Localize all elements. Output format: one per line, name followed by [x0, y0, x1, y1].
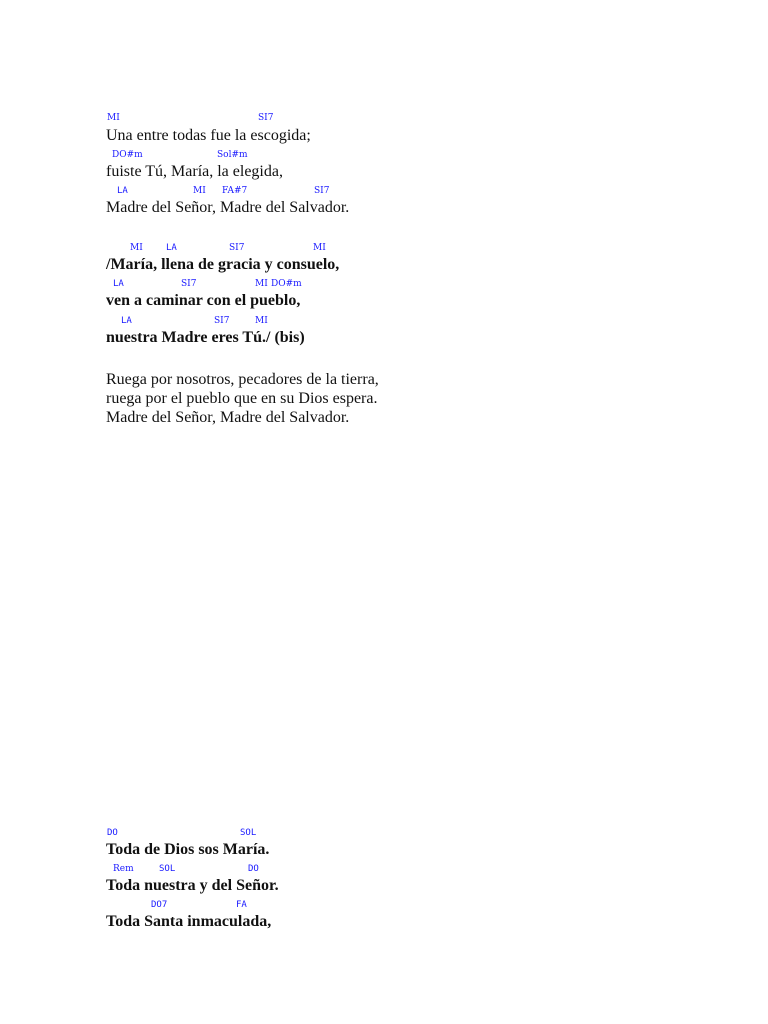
chord-line	[0, 278, 768, 292]
chord-label: LA	[117, 186, 128, 196]
lyric-line: Toda Santa inmaculada,	[106, 913, 272, 930]
chord-label: SI7	[229, 243, 245, 253]
chord-label: SI7	[214, 316, 230, 326]
chord-label: DO	[107, 828, 118, 838]
chord-label: MI	[255, 316, 268, 326]
chord-label: SI7	[181, 279, 197, 289]
chord-label: MI	[107, 113, 120, 123]
lyric-line: Madre del Señor, Madre del Salvador.	[106, 199, 350, 216]
chord-line	[0, 315, 768, 329]
chord-label: DO#m	[271, 279, 302, 289]
chord-label: LA	[113, 279, 124, 289]
chord-line	[0, 827, 768, 841]
chord-label: DO7	[151, 900, 168, 910]
lyric-line: Una entre todas fue la escogida;	[106, 127, 311, 144]
chord-label: Sol#m	[217, 150, 248, 160]
chord-line	[0, 112, 768, 126]
lyric-line: Toda de Dios sos María.	[106, 841, 270, 858]
chord-label: SOL	[240, 828, 257, 838]
chord-label: LA	[121, 316, 132, 326]
chord-label: Rem	[113, 864, 134, 874]
chord-label: FA#7	[222, 186, 248, 196]
chord-label: SOL	[159, 864, 176, 874]
lyric-line: fuiste Tú, María, la elegida,	[106, 163, 283, 180]
lyric-line: ven a caminar con el pueblo,	[106, 292, 301, 309]
chord-label: DO	[248, 864, 259, 874]
chord-label: FA	[236, 900, 247, 910]
chord-label: MI	[313, 243, 326, 253]
lyric-line: Ruega por nosotros, pecadores de la tierra,	[106, 371, 379, 388]
lyric-line: nuestra Madre eres Tú./ (bis)	[106, 329, 305, 346]
chord-label: DO#m	[112, 150, 143, 160]
chord-line	[0, 185, 768, 199]
chord-line	[0, 242, 768, 256]
lyric-line: /María, llena de gracia y consuelo,	[106, 256, 340, 273]
lyric-line: ruega por el pueblo que en su Dios espera.	[106, 390, 378, 407]
chord-label: SI7	[258, 113, 274, 123]
chord-line	[0, 149, 768, 163]
chord-label: MI	[255, 279, 268, 289]
chord-line	[0, 863, 768, 877]
chord-label: LA	[166, 243, 177, 253]
lyric-line: Madre del Señor, Madre del Salvador.	[106, 409, 350, 426]
chord-label: MI	[130, 243, 143, 253]
chord-label: SI7	[314, 186, 330, 196]
lyric-line: Toda nuestra y del Señor.	[106, 877, 279, 894]
chord-label: MI	[193, 186, 206, 196]
chord-line	[0, 899, 768, 913]
